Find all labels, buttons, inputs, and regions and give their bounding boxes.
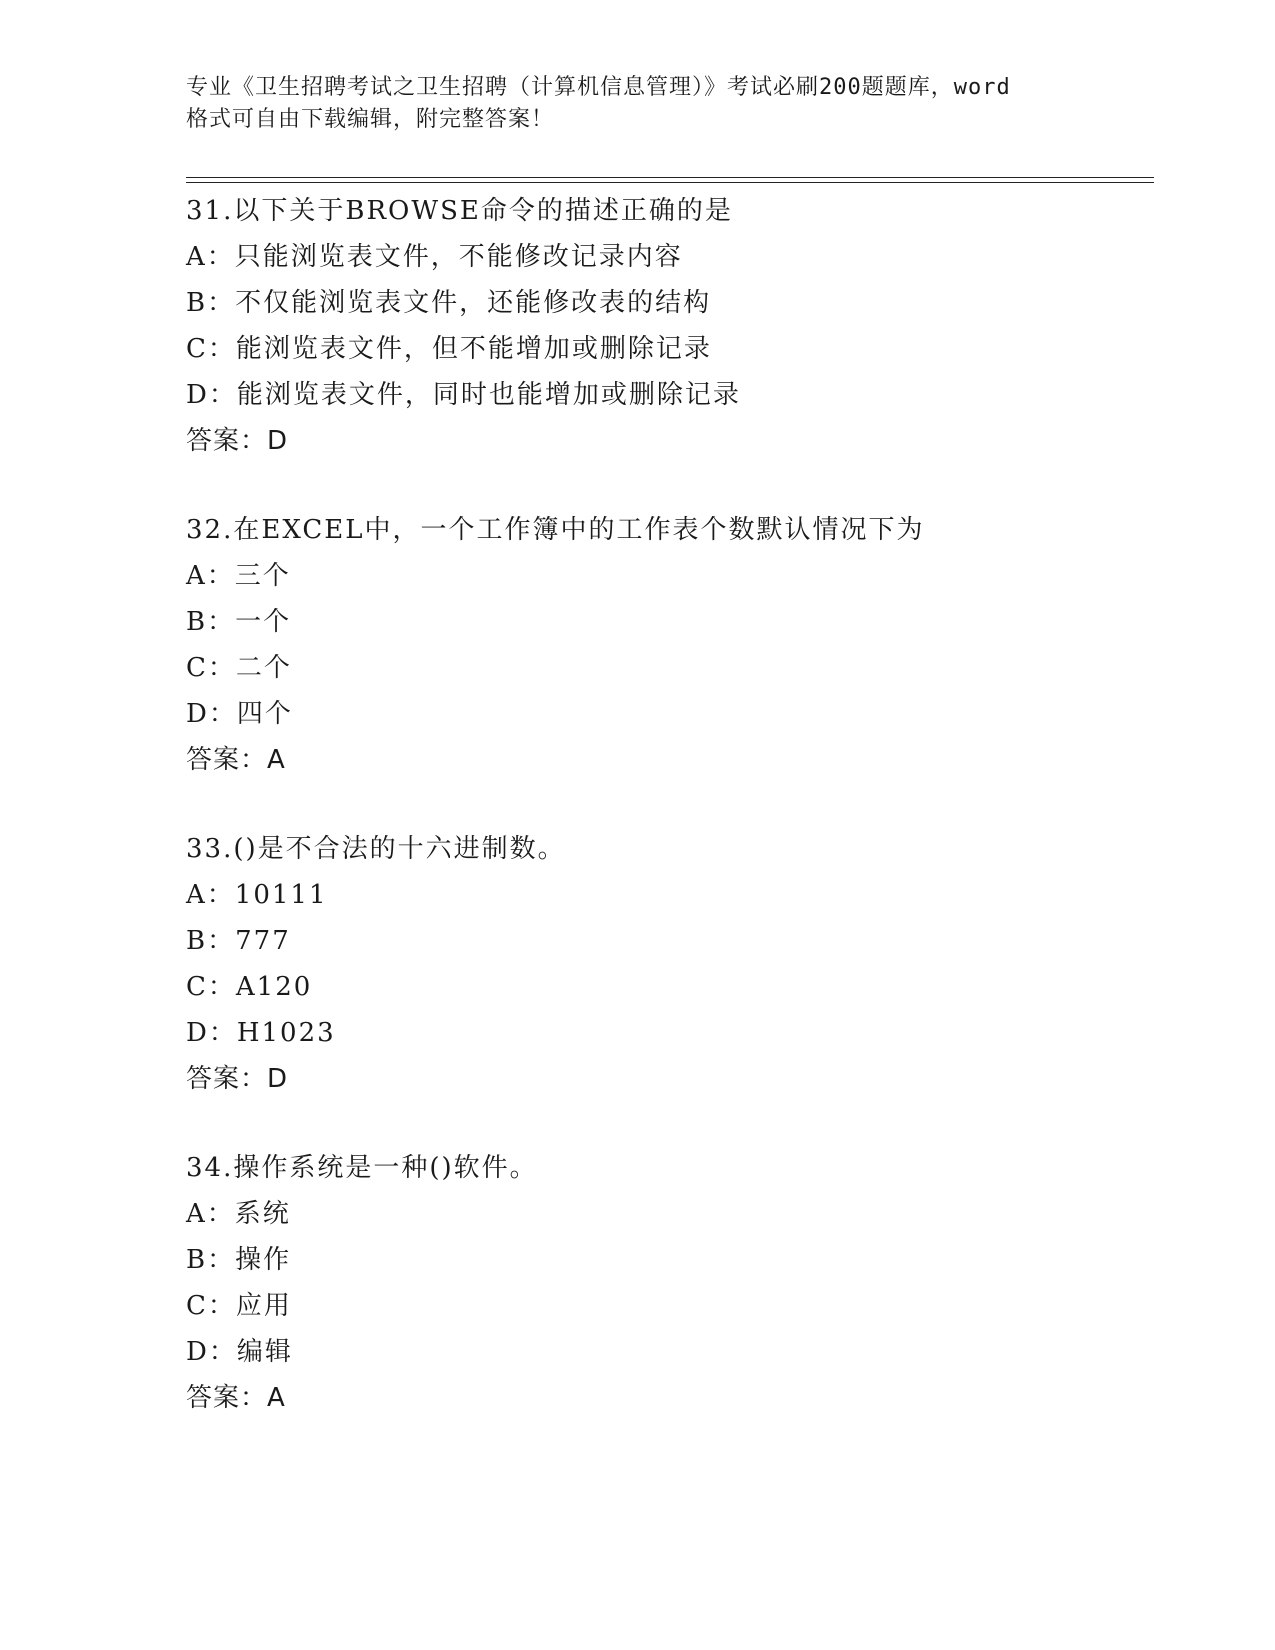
option-c: C：能浏览表文件，但不能增加或删除记录 (186, 334, 712, 364)
document-header (186, 72, 1106, 136)
header-divider-top (186, 177, 1154, 178)
option-b: B：操作 (186, 1245, 292, 1275)
option-c: C：应用 (186, 1291, 292, 1321)
option-c: C：A120 (186, 972, 313, 1002)
question-stem: 31.以下关于BROWSE命令的描述正确的是 (186, 196, 733, 226)
question-33 (186, 826, 1166, 1102)
option-d: D：四个 (186, 699, 293, 729)
option-a: A：10111 (186, 880, 328, 910)
question-stem: 34.操作系统是一种()软件。 (186, 1153, 538, 1183)
answer-label: 答案：D (186, 426, 289, 456)
answer-label: 答案：A (186, 1383, 286, 1413)
option-d: D：H1023 (186, 1018, 336, 1048)
header-line-2: 格式可自由下载编辑，附完整答案！ (186, 107, 555, 132)
answer-label: 答案：A (186, 745, 286, 775)
question-stem: 33.()是不合法的十六进制数。 (186, 834, 566, 864)
option-a: A：三个 (186, 561, 291, 591)
answer-label: 答案：D (186, 1064, 289, 1094)
option-c: C：二个 (186, 653, 292, 683)
question-34 (186, 1145, 1166, 1421)
question-stem: 32.在EXCEL中，一个工作簿中的工作表个数默认情况下为 (186, 515, 925, 545)
option-b: B：不仅能浏览表文件，还能修改表的结构 (186, 288, 712, 318)
option-b: B：一个 (186, 607, 292, 637)
option-a: A：只能浏览表文件，不能修改记录内容 (186, 242, 683, 272)
header-divider-bottom (186, 182, 1154, 183)
option-b: B：777 (186, 926, 291, 956)
header-line-1: 专业《卫生招聘考试之卫生招聘（计算机信息管理）》考试必刷200题题库，word (186, 75, 1011, 100)
option-a: A：系统 (186, 1199, 291, 1229)
option-d: D：编辑 (186, 1337, 293, 1367)
question-31 (186, 188, 1166, 464)
option-d: D：能浏览表文件，同时也能增加或删除记录 (186, 380, 741, 410)
question-32 (186, 507, 1166, 783)
